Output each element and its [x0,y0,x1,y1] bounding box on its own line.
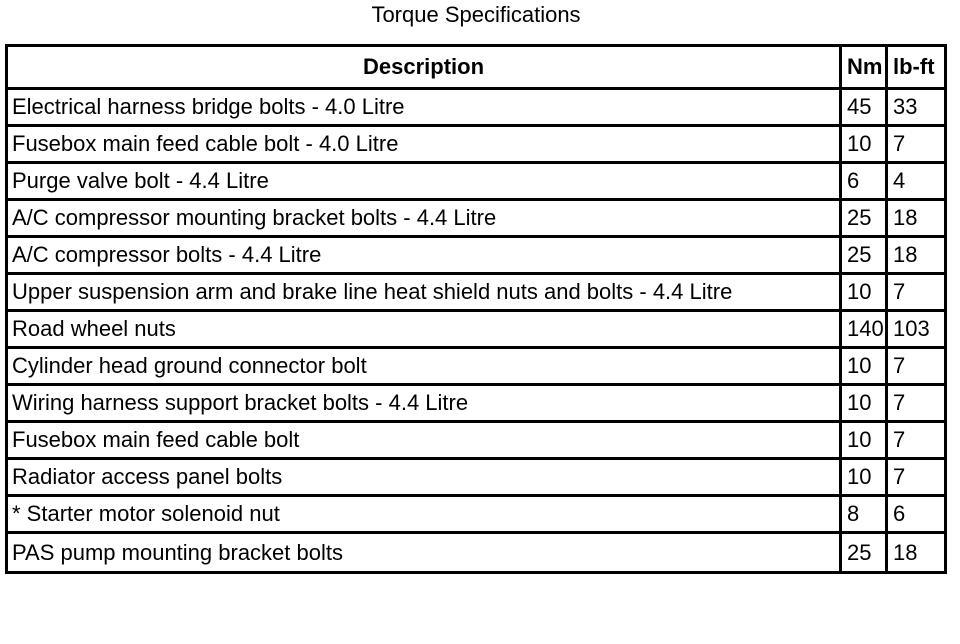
nm-cell: 45 [842,90,888,127]
nm-cell: 10 [842,349,888,386]
description-cell: Purge valve bolt - 4.4 Litre [8,164,842,201]
nm-cell: 25 [842,534,888,571]
table-row [8,312,944,349]
lbft-cell: 18 [888,201,944,238]
nm-cell: 10 [842,423,888,460]
lbft-cell: 7 [888,349,944,386]
page-title: Torque Specifications [371,2,581,27]
table-header-row [8,47,944,90]
description-cell: PAS pump mounting bracket bolts [8,534,842,571]
description-cell: A/C compressor bolts - 4.4 Litre [8,238,842,275]
table-row [8,534,944,571]
nm-cell: 10 [842,127,888,164]
table-row [8,386,944,423]
table-row [8,127,944,164]
table-row [8,349,944,386]
table-row [8,90,944,127]
table-row [8,238,944,275]
torque-spec-table [5,44,947,574]
nm-cell: 10 [842,460,888,497]
table-row [8,164,944,201]
description-cell: Fusebox main feed cable bolt [8,423,842,460]
column-header-description: Description [8,47,842,90]
nm-cell: 6 [842,164,888,201]
lbft-cell: 7 [888,423,944,460]
description-cell: Cylinder head ground connector bolt [8,349,842,386]
description-cell: Wiring harness support bracket bolts - 4.4 Litre [8,386,842,423]
table-row [8,201,944,238]
column-header-lbft: lb-ft [888,47,944,90]
table-row [8,275,944,312]
description-cell: Upper suspension arm and brake line heat shield nuts and bolts - 4.4 Litre [8,275,842,312]
description-cell: Fusebox main feed cable bolt - 4.0 Litre [8,127,842,164]
description-cell: Radiator access panel bolts [8,460,842,497]
lbft-cell: 18 [888,238,944,275]
lbft-cell: 7 [888,275,944,312]
lbft-cell: 18 [893,539,918,565]
nm-cell: 140 [842,312,888,349]
lbft-cell: 7 [888,127,944,164]
nm-cell: 10 [842,386,888,423]
description-cell: * Starter motor solenoid nut [8,497,842,534]
description-cell: Road wheel nuts [8,312,842,349]
table-row [8,460,944,497]
column-header-nm: Nm [842,47,888,90]
nm-cell: 25 [842,238,888,275]
lbft-cell: 33 [888,90,944,127]
lbft-cell: 103 [888,312,944,349]
nm-cell: 8 [842,497,888,534]
lbft-cell: 7 [888,460,944,497]
description-cell: A/C compressor mounting bracket bolts - 4.4 Litre [8,201,842,238]
table-row [8,423,944,460]
nm-cell: 25 [842,201,888,238]
lbft-cell: 6 [888,497,944,534]
description-cell: Electrical harness bridge bolts - 4.0 Litre [8,90,842,127]
nm-cell: 10 [842,275,888,312]
lbft-cell: 4 [888,164,944,201]
lbft-cell: 7 [888,386,944,423]
table-row [8,497,944,534]
